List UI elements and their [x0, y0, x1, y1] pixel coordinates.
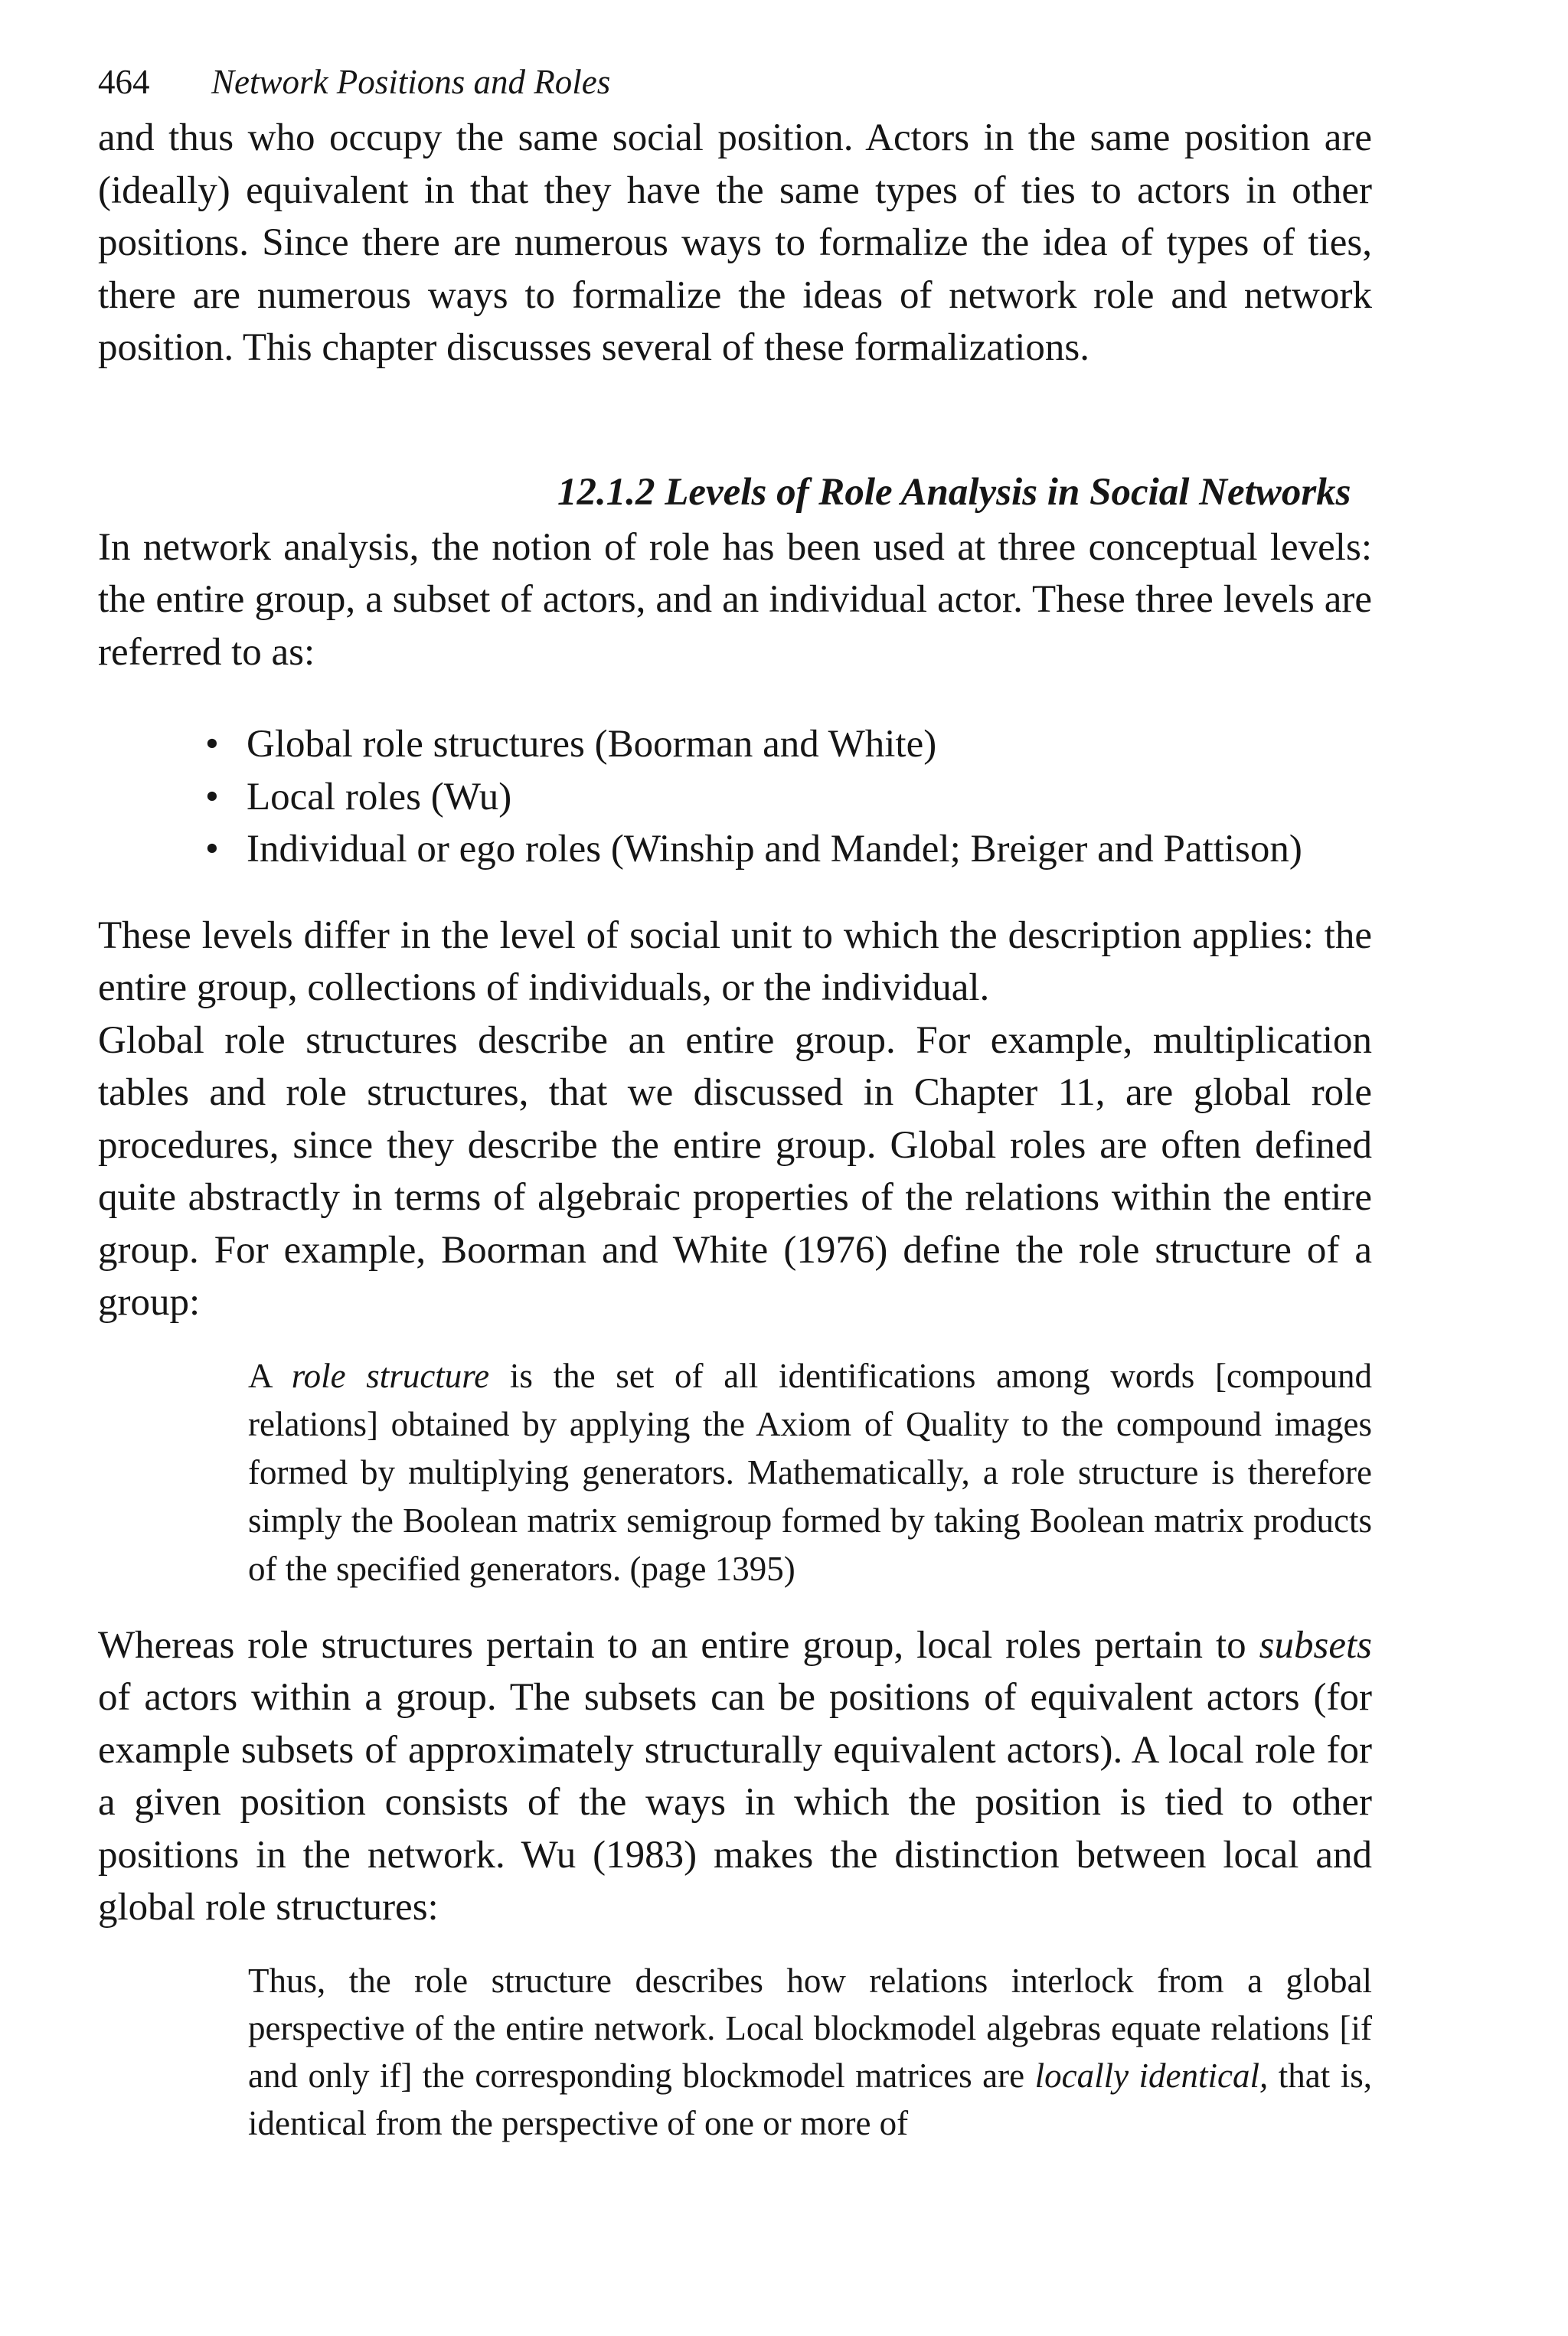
list-item [205, 823, 1372, 876]
list-item-text: Local roles (Wu) [247, 775, 512, 818]
paragraph-differences: These levels differ in the level of social unit to which the description applies: the entire group, collections of individuals, or the individual. [98, 913, 1372, 1009]
bullet-icon: • [205, 723, 219, 766]
page-number: 464 [98, 63, 150, 101]
block-quote-wu [248, 1957, 1372, 2147]
block-quote-boorman-white [248, 1352, 1372, 1593]
quote-text-before: Thus, the role structure describes how relations interlock from a global perspective of the entire network. Local blockmodel algebras equate relations [if and only if] the corresponding blockmodel matrices are [248, 1961, 1372, 2095]
quote-body: is the set of all identifications among words [compound relations] obtained by applying the Axiom of Quality to the compound images formed by multiplying generators. Mathematically, a role structure is therefore simply the Boolean matrix semigroup formed by taking Boolean matrix products of the specified generators. (page 1395) [248, 1356, 1373, 1588]
quote-text-after: that is, identical from the perspective of one or more of [248, 2056, 1372, 2142]
book-page [98, 60, 1372, 2147]
list-item [205, 718, 1372, 771]
paragraph-levels: In network analysis, the notion of role has been used at three conceptual levels: the entire group, a subset of actors, and an individual actor. These three levels are referred to as: [98, 525, 1372, 674]
paragraph-local-roles [98, 1619, 1372, 1934]
quote-lead: A [248, 1356, 272, 1395]
paragraph-text-after: of actors within a group. The subsets can be positions of equivalent actors (for example subsets of approximately structurally equivalent actors). A local role for a given position consists of the ways in which the position is tied to other positions in the network. Wu (1983) makes the distinction between local and global role structures: [98, 1676, 1372, 1929]
running-title: Network Positions and Roles [211, 63, 611, 101]
list-item-text: Global role structures (Boorman and White) [247, 723, 937, 766]
paragraph-global-roles: Global role structures describe an entire group. For example, multiplication tables and role structures, that we discussed in Chapter 11, are global role procedures, since they describe the entire group. Global roles are often defined quite abstractly in terms of algebraic properties of the relations within the entire group. For example, Boorman and White (1976) define the role structure of a group: [98, 1018, 1372, 1324]
quote-term: role structure [291, 1356, 490, 1395]
bullet-icon: • [205, 775, 219, 818]
list-item [205, 771, 1372, 824]
quote-emphasis: locally identical, [1034, 2056, 1269, 2095]
paragraph-emphasis: subsets [1259, 1623, 1372, 1667]
paragraph-intro: and thus who occupy the same social position. Actors in the same position are (ideally) equivalent in that they have the same types of ties to actors in other positions. Since there are numerous ways to formalize the idea of types of ties, there are numerous ways to formalize the ideas of network role and network position. This chapter discusses several of these formalizations. [98, 116, 1372, 369]
section-heading: 12.1.2 Levels of Role Analysis in Social Networks [557, 470, 1351, 514]
role-levels-list [98, 718, 1372, 876]
paragraph-text-before: Whereas role structures pertain to an entire group, local roles pertain to [98, 1623, 1246, 1667]
bullet-icon: • [205, 828, 219, 871]
running-head [98, 60, 1372, 104]
list-item-text: Individual or ego roles (Winship and Mandel; Breiger and Pattison) [247, 828, 1302, 871]
